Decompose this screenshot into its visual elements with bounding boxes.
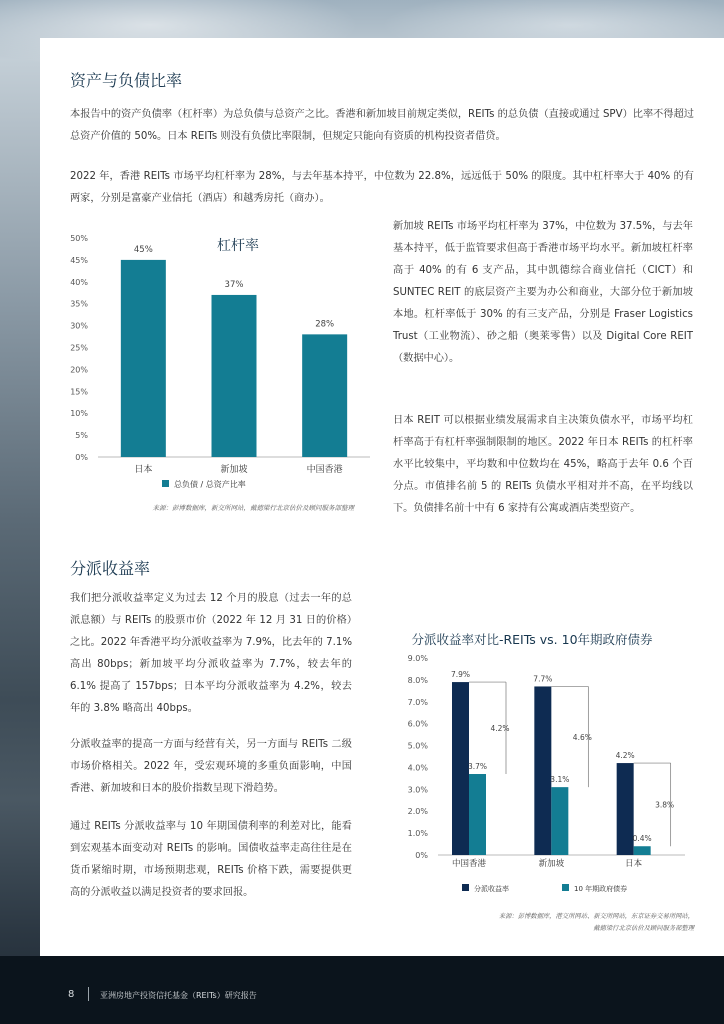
y-tick-label: 15% bbox=[70, 387, 88, 397]
footer-bar bbox=[0, 956, 724, 1024]
leverage-chart bbox=[40, 228, 380, 528]
y-tick-label: 0% bbox=[75, 453, 88, 462]
x-tick-label: 新加坡 bbox=[220, 465, 248, 475]
section-title-dividend-yield: 分派收益率 bbox=[70, 559, 151, 578]
x-tick-label: 新加坡 bbox=[538, 859, 565, 869]
bar-value-label: 7.7% bbox=[533, 674, 553, 684]
y-tick-label: 35% bbox=[70, 299, 88, 309]
legend-label: 分派收益率 bbox=[474, 885, 509, 893]
paragraph: 分派收益率的提高一方面与经营有关，另一方面与 REITs 二级市场价格相关。2022 年，受宏观环境的多重负面影响，中国香港、新加坡和日本的股价指数呈现下滑趋势。 bbox=[70, 739, 352, 794]
legend-label: 总负债 / 总资产比率 bbox=[174, 480, 246, 489]
bar-value-label: 4.2% bbox=[615, 751, 635, 761]
y-tick-label: 10% bbox=[70, 409, 88, 419]
bar bbox=[121, 260, 166, 457]
paragraph: 本报告中的资产负债率（杠杆率）为总负债与总资产之比。香港和新加坡目前规定类似，REITs 的总负债（直接或通过 SPV）比率不得超过总资产价值的 50%。日本 REITs 则没有负债比率限制，但规定只能向有资质的机构投资者借贷。 bbox=[70, 109, 694, 142]
bar-value-label: 0.4% bbox=[632, 834, 652, 844]
y-tick-label: 30% bbox=[70, 321, 88, 331]
section-title-leverage: 资产与负债比率 bbox=[70, 71, 183, 90]
y-tick-label: 5% bbox=[75, 431, 88, 441]
paragraph: 通过 REITs 分派收益率与 10 年期国债利率的利差对比，能看到宏观基本面变动对 REITs 的影响。国债收益率走高往往是在货币紧缩时期，市场预期悲观，REITs 价格下跌，需要提供更高的分派收益以满足投资者的要求回报。 bbox=[70, 821, 352, 898]
y-tick-label: 5.0% bbox=[407, 741, 428, 751]
legend-label: 10 年期政府债券 bbox=[574, 885, 628, 893]
y-tick-label: 20% bbox=[70, 365, 88, 375]
report-page bbox=[40, 38, 724, 956]
y-tick-label: 7.0% bbox=[407, 697, 428, 707]
bar-value-label: 3.7% bbox=[467, 762, 488, 772]
bar bbox=[534, 686, 551, 855]
footer-title: 亚洲房地产投资信托基金（REITs）研究报告 bbox=[100, 991, 257, 1000]
bar bbox=[469, 774, 486, 855]
bar bbox=[617, 763, 634, 855]
dividend-yield-chart bbox=[360, 586, 720, 956]
chart-source: 来源：彭博数据库，新交所网站，戴德梁行北京估价及顾问服务部整理 bbox=[152, 504, 354, 512]
y-tick-label: 0% bbox=[415, 851, 428, 860]
x-tick-label: 日本 bbox=[625, 859, 643, 869]
bar-value-label: 45% bbox=[133, 244, 153, 255]
y-tick-label: 25% bbox=[70, 343, 88, 353]
bar-value-label: 7.9% bbox=[450, 670, 471, 680]
legend-swatch bbox=[562, 884, 569, 891]
chart-title: 分派收益率对比-REITs vs. 10年期政府债券 bbox=[411, 632, 653, 647]
legend-swatch bbox=[162, 480, 169, 487]
bar bbox=[634, 846, 651, 855]
x-tick-label: 中国香港 bbox=[451, 859, 487, 869]
chart-title: 杠杆率 bbox=[217, 238, 259, 254]
spread-label: 4.6% bbox=[572, 732, 592, 742]
page-number: 8 bbox=[68, 989, 75, 1000]
y-tick-label: 50% bbox=[70, 234, 88, 243]
paragraph: 新加坡 REITs 市场平均杠杆率为 37%，中位数为 37.5%，与去年基本持平，低于监管要求但高于香港市场平均水平。新加坡杠杆率高于 40% 的有 6 支产品，其中凯德综合商业信托（CICT）和 SUNTEC REIT 的底层资产主要为办公和商业，大部分位于新加坡本地。杠杆率低于 30% 的有三支产品，分别是 Fraser Logistics Trust（工业物流）、砂之船（奥莱零售）以及 Digital Core REIT（数据中心）。 bbox=[393, 221, 693, 364]
paragraph: 2022 年，香港 REITs 市场平均杠杆率为 28%，与去年基本持平，中位数为 22.8%，远远低于 50% 的限度。其中杠杆率大于 40% 的有两家，分别是富豪产业信托（酒店）和越秀房托（商办）。 bbox=[70, 171, 694, 204]
chart-source: 戴德梁行北京估价及顾问服务部整理 bbox=[593, 925, 694, 932]
paragraph: 我们把分派收益率定义为过去 12 个月的股息（过去一年的总派息额）与 REITs 的股票市价（2022 年 12 月 31 日的价格）之比。2022 年香港平均分派收益率为 7.9%，比去年的 7.1% 高出 80bps；新加坡平均分派收益率为 7.7%，较去年的 6.1% 提高了 157bps；日本平均分派收益率为 4.2%，较去年的 3.8% 略高出 40bps。 bbox=[70, 593, 352, 714]
bar-value-label: 3.1% bbox=[550, 775, 570, 785]
y-tick-label: 8.0% bbox=[407, 675, 428, 685]
y-tick-label: 6.0% bbox=[407, 719, 428, 729]
paragraph: 日本 REIT 可以根据业绩发展需求自主决策负债水平，市场平均杠杆率高于有杠杆率强制限制的地区。2022 年日本 REITs 的杠杆率水平比较集中，平均数和中位数均在 45%，略高于去年 0.6 个百分点。市值排名前 5 的 REITs 负债水平相对并不高，在平均线以下。负债排名前十中有 6 家持有公寓或酒店类型资产。 bbox=[393, 415, 693, 514]
legend-swatch bbox=[462, 884, 469, 891]
chart-source: 来源：彭博数据库，港交所网站、新交所网站，东京证券交易所网站， bbox=[498, 913, 694, 920]
y-tick-label: 40% bbox=[70, 277, 88, 287]
bar-value-label: 28% bbox=[315, 319, 335, 330]
y-tick-label: 45% bbox=[70, 255, 88, 265]
bar-value-label: 37% bbox=[224, 279, 244, 290]
y-tick-label: 4.0% bbox=[407, 763, 428, 773]
spread-label: 4.2% bbox=[490, 724, 510, 734]
y-tick-label: 3.0% bbox=[407, 785, 428, 795]
footer-divider bbox=[88, 987, 89, 1001]
bar bbox=[212, 295, 257, 457]
x-tick-label: 日本 bbox=[134, 465, 153, 475]
bar bbox=[551, 787, 568, 855]
x-tick-label: 中国香港 bbox=[306, 465, 343, 475]
spread-label: 3.8% bbox=[655, 800, 675, 810]
y-tick-label: 1.0% bbox=[407, 829, 428, 839]
y-tick-label: 9.0% bbox=[407, 654, 428, 663]
bar bbox=[302, 334, 347, 457]
y-tick-label: 2.0% bbox=[407, 807, 428, 817]
bar bbox=[452, 682, 469, 855]
